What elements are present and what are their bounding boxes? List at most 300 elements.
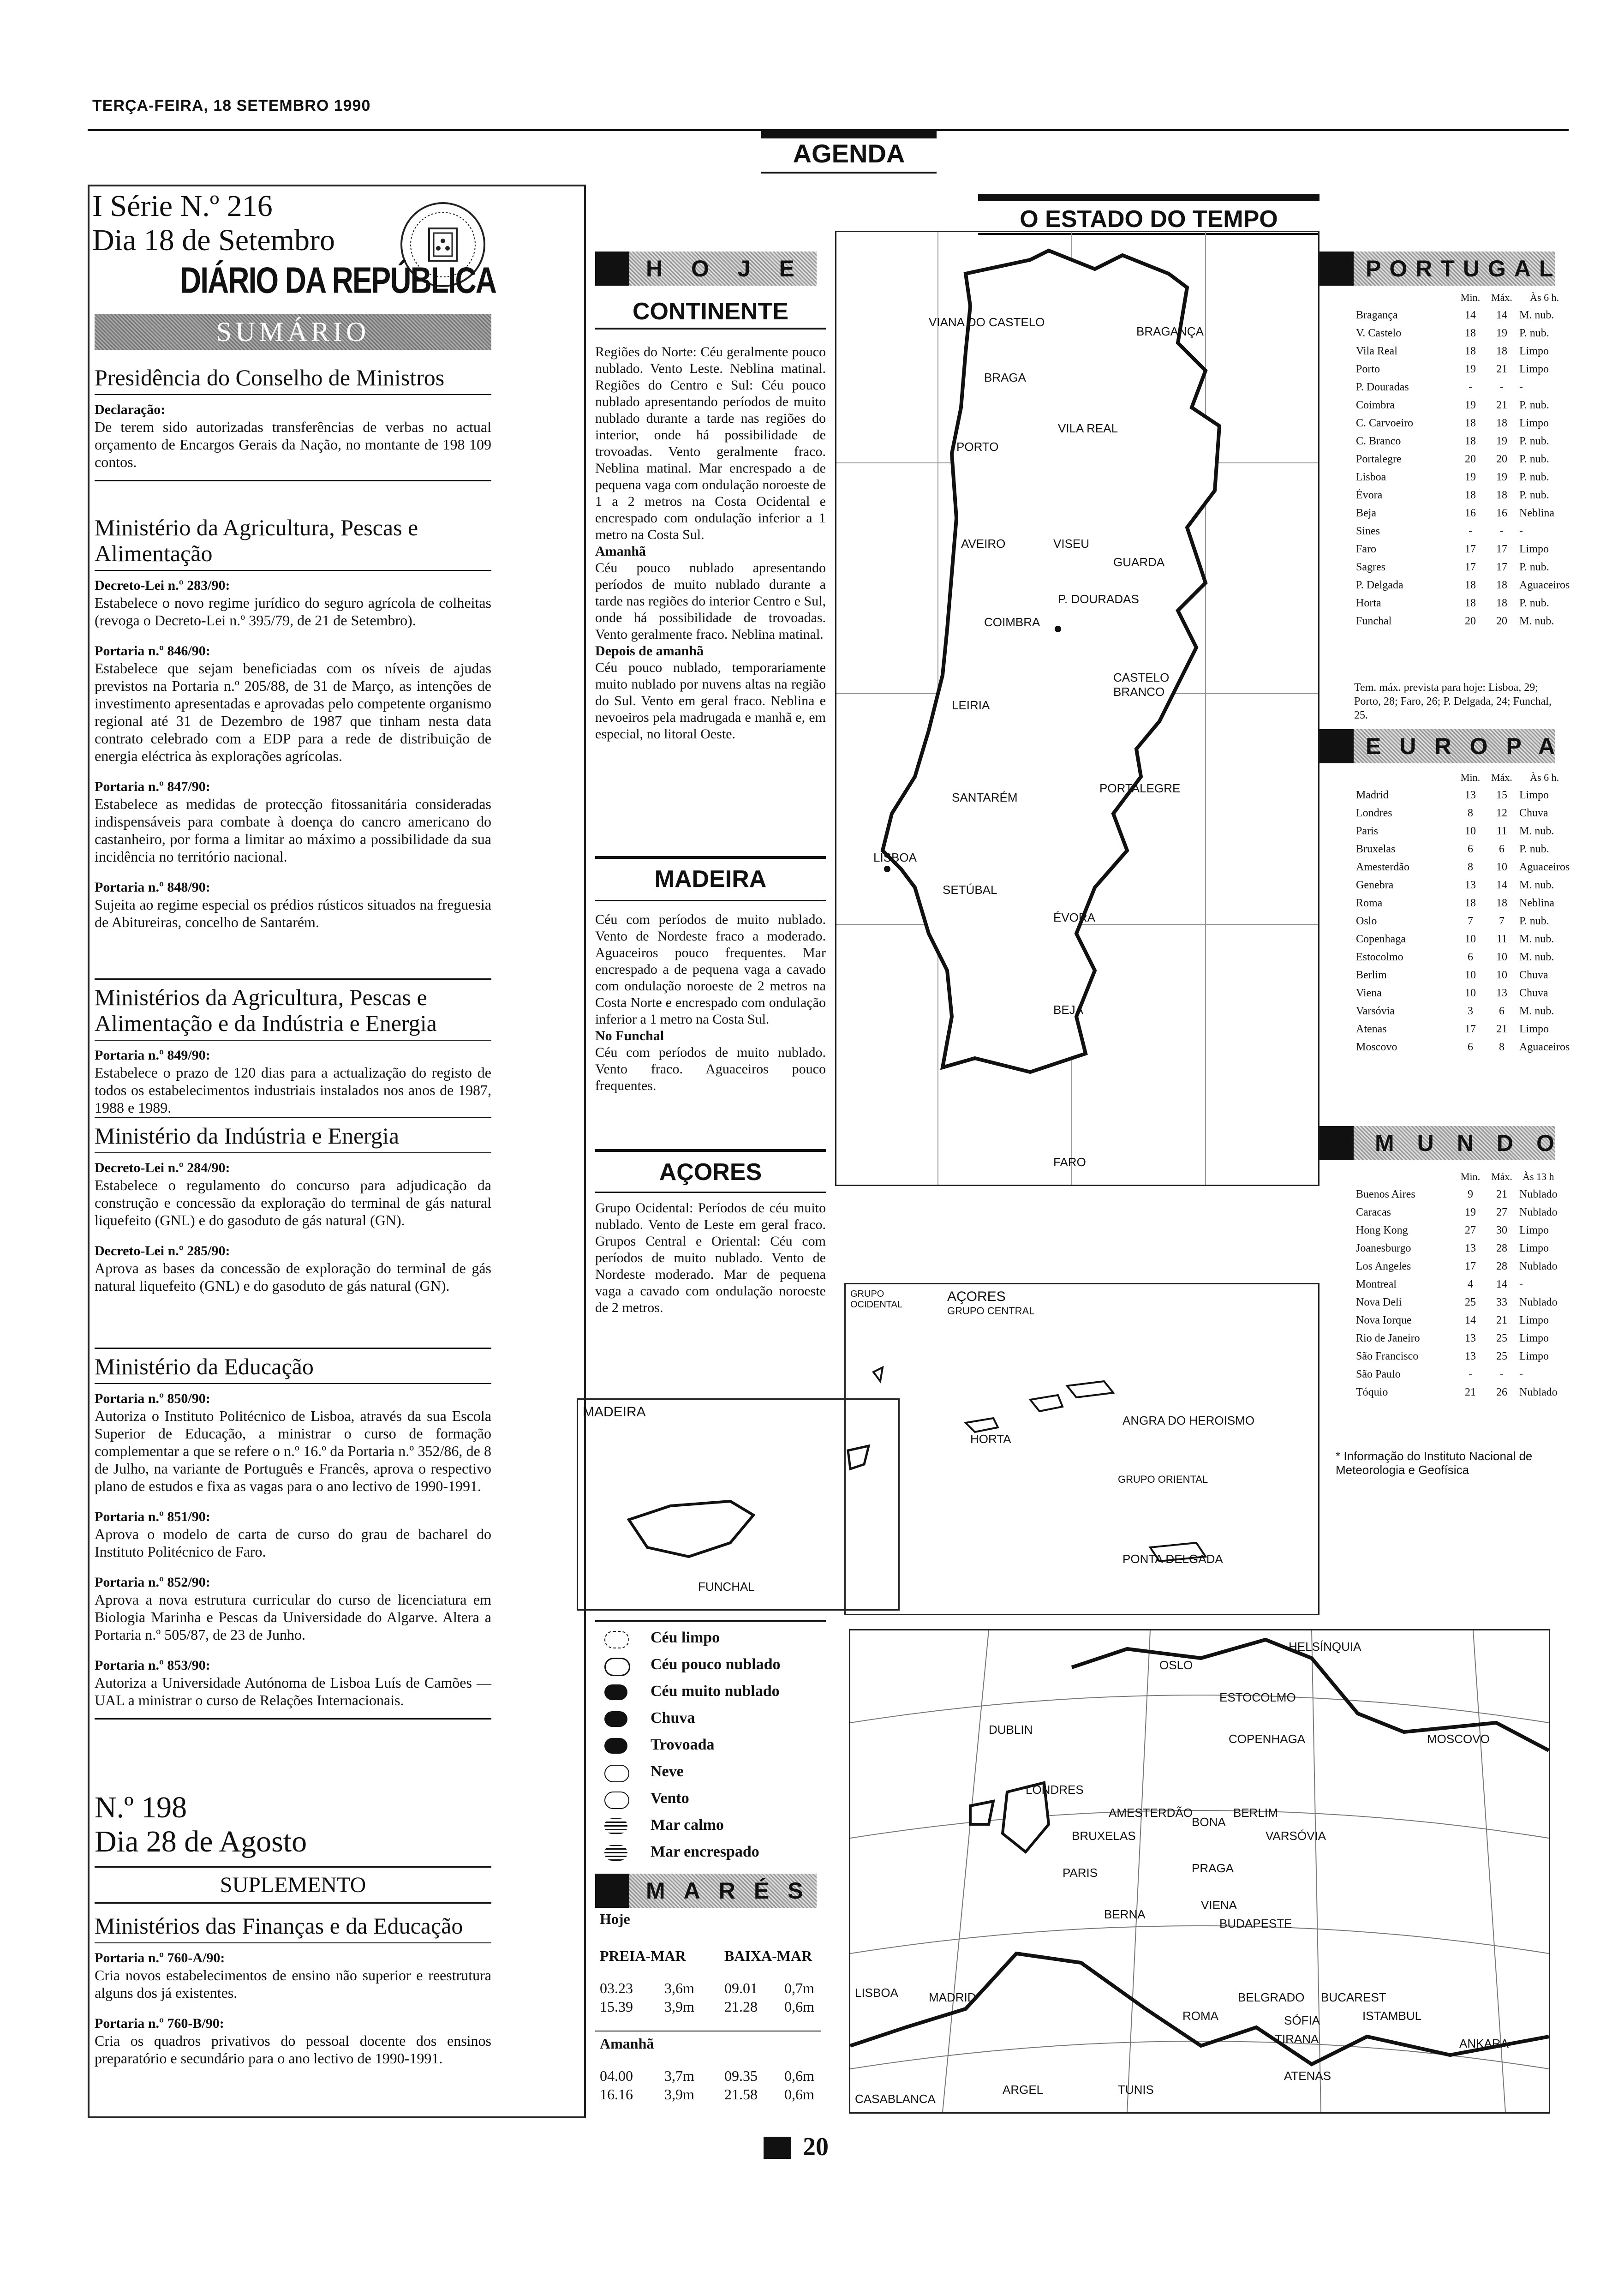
tide-value: 21.28 — [724, 1998, 758, 2015]
divider — [595, 1620, 826, 1622]
value-cell: P. nub. — [1519, 915, 1549, 927]
value-cell: 7 — [1499, 915, 1505, 927]
city-label: HELSÍNQUIA — [1289, 1640, 1361, 1654]
city-cell: Portalegre — [1356, 453, 1402, 465]
item-text: Estabelece as medidas de protecção fitossanitária consideradas indispensáveis para combate à doença do cancro americano do castanheiro, por forma a limitar ao máximo a possibilidade da sua incidência no território nacional. — [95, 796, 491, 865]
city-label: TUNIS — [1118, 2083, 1154, 2097]
value-cell: 12 — [1496, 807, 1507, 819]
value-cell: 18 — [1465, 345, 1476, 357]
value-cell: 18 — [1465, 435, 1476, 447]
divider — [95, 1117, 491, 1118]
inset-title: AÇORES — [947, 1289, 1006, 1304]
acores-shapes — [846, 1284, 1318, 1614]
ministry-block-1 — [95, 365, 491, 481]
ministry-block-4 — [95, 1117, 491, 1294]
city-cell: Rio de Janeiro — [1356, 1332, 1420, 1344]
city-label: PORTO — [956, 440, 999, 454]
value-cell: 6 — [1468, 951, 1473, 963]
item-text: Autoriza o Instituto Politécnico de Lisboa, através da sua Escola Superior de Educação, a ministrar o curso de formação complementar a que se refere o n.º 16.º da Portaria n.º 352/86, de 8 de Julho, na variante de Português e Francês, aprova o respectivo plano de estudos e fixa as vagas para o ano lectivo de 1990-1991. — [95, 1408, 491, 1494]
city-label: LONDRES — [1026, 1783, 1084, 1797]
value-cell: 19 — [1465, 363, 1476, 375]
value-cell: 18 — [1496, 417, 1507, 429]
city-label: ISTAMBUL — [1362, 2009, 1422, 2023]
value-cell: 20 — [1496, 453, 1507, 465]
city-label: MOSCOVO — [1427, 1732, 1490, 1746]
item-text: Cria novos estabelecimentos de ensino não superior e reestrutura alguns dos já existentes. — [95, 1967, 491, 2001]
city-cell: Paris — [1356, 825, 1378, 837]
value-cell: 21 — [1496, 363, 1507, 375]
city-label: OSLO — [1159, 1658, 1193, 1672]
banner-square — [1320, 729, 1354, 763]
value-cell: 27 — [1496, 1206, 1507, 1218]
city-label: COPENHAGA — [1229, 1732, 1306, 1746]
tide-value: 03.23 — [600, 1980, 633, 1996]
ministry-title: Ministérios da Agricultura, Pescas e Alimentação e da Indústria e Energia — [95, 984, 437, 1036]
value-cell: 18 — [1465, 417, 1476, 429]
value-cell: Nublado — [1519, 1386, 1558, 1398]
city-label: CASABLANCA — [855, 2092, 936, 2106]
item-title: Portaria n.º 853/90: — [95, 1658, 210, 1673]
continente-title: CONTINENTE — [633, 298, 788, 325]
item-text: Estabelece o novo regime jurídico do seguro agrícola de colheitas (revoga o Decreto-Lei n.º 395/79, de 21 de Setembro). — [95, 594, 491, 629]
mares-label: MARÉS — [646, 1878, 822, 1904]
column-header: Às 6 h. — [1530, 291, 1559, 303]
divider — [595, 900, 826, 901]
value-cell: 14 — [1496, 309, 1507, 321]
table-row — [1354, 822, 1571, 840]
value-cell: P. nub. — [1519, 597, 1549, 609]
value-cell: Limpo — [1519, 1224, 1549, 1236]
city-cell: Bragança — [1356, 309, 1398, 321]
sun-icon — [604, 1631, 629, 1648]
horta-label: HORTA — [970, 1432, 1011, 1446]
divider — [95, 394, 491, 395]
table-row — [1354, 576, 1571, 594]
calm-sea-icon — [604, 1818, 627, 1834]
table-row — [1354, 558, 1571, 576]
value-cell: 13 — [1465, 789, 1476, 801]
value-cell: 21 — [1465, 1386, 1476, 1398]
item-title: Decreto-Lei n.º 283/90: — [95, 578, 230, 593]
value-cell: 25 — [1496, 1332, 1507, 1344]
table-row — [1354, 786, 1571, 804]
city-cell: São Paulo — [1356, 1368, 1401, 1380]
city-cell: Caracas — [1356, 1206, 1391, 1218]
value-cell: 13 — [1465, 1350, 1476, 1362]
item-title: Portaria n.º 850/90: — [95, 1391, 210, 1406]
table-row — [1354, 1222, 1559, 1240]
cloudy-icon — [604, 1684, 627, 1700]
column-header: Min. — [1460, 1170, 1481, 1182]
value-cell: 30 — [1496, 1224, 1507, 1236]
city-cell: Horta — [1356, 597, 1381, 609]
city-cell: Oslo — [1356, 915, 1377, 927]
ministry-title: Ministério da Indústria e Energia — [95, 1123, 400, 1149]
table-row — [1354, 1366, 1559, 1384]
table-row — [1354, 1384, 1559, 1402]
legend-label: Céu limpo — [651, 1629, 720, 1646]
value-cell: Aguaceiros — [1519, 579, 1570, 591]
item-text: Cria os quadros privativos do pessoal docente dos ensinos preparatório e secundário para o ano lectivo de 1990-1991. — [95, 2032, 491, 2067]
city-cell: Sines — [1356, 525, 1380, 537]
table-row — [1354, 612, 1571, 630]
city-label: ÉVORA — [1053, 911, 1096, 924]
acores-title: AÇORES — [659, 1159, 762, 1186]
value-cell: 11 — [1496, 933, 1507, 945]
table-row — [1354, 804, 1571, 822]
value-cell: P. nub. — [1519, 453, 1549, 465]
mares-amanha: Amanhã — [600, 2035, 654, 2052]
value-cell: 13 — [1496, 987, 1507, 999]
value-cell: 18 — [1465, 489, 1476, 501]
divider — [95, 1040, 491, 1041]
city-label: ANKARA — [1459, 2037, 1509, 2050]
city-label: PARIS — [1063, 1866, 1098, 1880]
value-cell: 19 — [1465, 399, 1476, 411]
city-cell: Bruxelas — [1356, 843, 1396, 855]
diario-title: DIÁRIO DA REPÚBLICA — [180, 259, 496, 301]
preia-heading: PREIA-MAR — [600, 1947, 686, 1964]
table-row — [1354, 396, 1571, 414]
banner-square — [595, 252, 629, 286]
divider — [95, 1866, 491, 1868]
europa-table — [1354, 768, 1571, 1056]
tide-value: 0,6m — [784, 2086, 814, 2103]
mundo-label: MUNDO — [1375, 1130, 1577, 1156]
table-header — [1354, 288, 1571, 306]
table-row — [1354, 1276, 1559, 1294]
thunderstorm-icon — [604, 1738, 627, 1754]
value-cell: 8 — [1468, 861, 1473, 873]
table-row — [1354, 840, 1571, 858]
table-row — [1354, 930, 1571, 948]
value-cell: - — [1469, 525, 1472, 537]
value-cell: 6 — [1499, 843, 1505, 855]
value-cell: 28 — [1496, 1242, 1507, 1254]
city-label: BRAGANÇA — [1136, 324, 1204, 338]
ministry-title: Ministérios das Finanças e da Educação — [95, 1913, 463, 1939]
item-title: Portaria n.º 846/90: — [95, 643, 210, 659]
city-cell: Londres — [1356, 807, 1392, 819]
column-header: Min. — [1460, 291, 1481, 303]
value-cell: 19 — [1496, 471, 1507, 483]
item-title: Portaria n.º 760-A/90: — [95, 1950, 225, 1965]
table-row — [1354, 912, 1571, 930]
item-text: Aprova o modelo de carta de curso do grau de bacharel do Instituto Politécnico de Faro. — [95, 1526, 491, 1560]
value-cell: - — [1519, 1278, 1523, 1290]
city-label: SÓFIA — [1284, 2013, 1320, 2027]
value-cell: 27 — [1465, 1224, 1476, 1236]
table-row — [1354, 1186, 1559, 1204]
rough-sea-icon — [604, 1845, 627, 1861]
city-label: DUBLIN — [989, 1723, 1033, 1737]
funchal-label: FUNCHAL — [698, 1580, 755, 1594]
page-date: TERÇA-FEIRA, 18 SETEMBRO 1990 — [92, 97, 371, 114]
value-cell: 17 — [1465, 561, 1476, 573]
value-cell: Limpo — [1519, 345, 1549, 357]
legend-label: Céu muito nublado — [651, 1683, 780, 1700]
table-row — [1354, 594, 1571, 612]
table-row — [1354, 1348, 1559, 1366]
table-header — [1354, 768, 1571, 786]
value-cell: Limpo — [1519, 1242, 1549, 1254]
city-label: BRAGA — [984, 371, 1027, 384]
tide-value: 21.58 — [724, 2086, 758, 2103]
city-label: BONA — [1192, 1815, 1226, 1829]
table-row — [1354, 948, 1571, 966]
table-row — [1354, 1240, 1559, 1258]
continente-text: Regiões do Norte: Céu geralmente pouco nublado. Vento Leste. Neblina matinal. Regiões do Centro e Sul: Céu pouco nublado apresentando períodos de muito nublado durante a tarde nas regiões do interior, onde há possibilidade de trovoadas. Vento geralmente fraco. Neblina matinal. Mar encrespado a de pequena vaga com ondulação noroeste de 1 a 2 metros na Costa Ocidental e encrespado com ondulação inferior a 1 metro na Costa Sul. Amanhã Céu pouco nublado apresentando períodos de muito nublado durante a tarde nas regiões do interior Centro e Sul, onde há possibilidade de trovoadas. Vento geralmente fraco. Neblina matinal. Depois de amanhã Céu pouco nublado, temporariamente muito nublado por nuvens altas na região do Sul. Vento em geral fraco. Neblina e nevoeiros pela madrugada e manhã e, em especial, no litoral Oeste. — [595, 344, 826, 742]
value-cell: 15 — [1496, 789, 1507, 801]
city-label: GUARDA — [1113, 555, 1165, 569]
banner-square — [1320, 252, 1354, 286]
table-row — [1354, 324, 1571, 342]
value-cell: 28 — [1496, 1260, 1507, 1272]
value-cell: Limpo — [1519, 1023, 1549, 1035]
value-cell: 10 — [1465, 825, 1476, 837]
value-cell: 6 — [1468, 843, 1473, 855]
item-title: Portaria n.º 848/90: — [95, 880, 210, 895]
estado-title: O ESTADO DO TEMPO — [1020, 206, 1278, 233]
value-cell: 25 — [1465, 1296, 1476, 1308]
banner-square — [595, 1874, 629, 1908]
value-cell: 26 — [1496, 1386, 1507, 1398]
value-cell: 21 — [1496, 1023, 1507, 1035]
legend-label: Mar encrespado — [651, 1843, 759, 1860]
tide-value: 09.35 — [724, 2067, 758, 2084]
table-row — [1354, 894, 1571, 912]
value-cell: Aguaceiros — [1519, 1041, 1570, 1053]
value-cell: 19 — [1496, 435, 1507, 447]
value-cell: 20 — [1465, 453, 1476, 465]
ponta-label: PONTA DELGADA — [1122, 1552, 1223, 1566]
value-cell: M. nub. — [1519, 1005, 1554, 1017]
portugal-table — [1354, 288, 1571, 630]
city-cell: Genebra — [1356, 879, 1394, 891]
madeira-text: Céu com períodos de muito nublado. Vento de Nordeste fraco a moderado. Aguaceiros pouco frequentes. Mar encrespado a de pequena vaga a cavado com ondulação noroeste de 2 metros na Costa Norte e encrespado com ondulação inferior a 1 metro na Costa Sul. No Funchal Céu com períodos de muito nublado. Vento fraco. Aguaceiros pouco frequentes. — [595, 912, 826, 1093]
value-cell: 17 — [1465, 1260, 1476, 1272]
value-cell: 25 — [1496, 1350, 1507, 1362]
value-cell: - — [1469, 1368, 1472, 1380]
value-cell: 10 — [1465, 969, 1476, 981]
city-label: VARSÓVIA — [1266, 1829, 1326, 1843]
banner-square — [1320, 1126, 1354, 1160]
city-cell: V. Castelo — [1356, 327, 1402, 339]
city-label: LISBOA — [873, 851, 917, 864]
value-cell: P. nub. — [1519, 327, 1549, 339]
second-issue — [95, 1791, 491, 2067]
item-title: Portaria n.º 760-B/90: — [95, 2016, 224, 2031]
city-cell: Sagres — [1356, 561, 1385, 573]
portugal-map — [835, 231, 1320, 1186]
table-row — [1354, 432, 1571, 450]
value-cell: 13 — [1465, 1332, 1476, 1344]
agenda-underline — [761, 172, 937, 174]
value-cell: 21 — [1496, 1314, 1507, 1326]
divider — [95, 1902, 491, 1904]
value-cell: Neblina — [1519, 897, 1554, 909]
table-row — [1354, 1020, 1571, 1038]
city-label: LEIRIA — [952, 698, 990, 712]
value-cell: Nublado — [1519, 1188, 1558, 1200]
tide-value: 04.00 — [600, 2067, 633, 2084]
table-row — [1354, 504, 1571, 522]
hoje-label: H O J E — [646, 256, 806, 282]
value-cell: 19 — [1496, 327, 1507, 339]
city-label: ESTOCOLMO — [1219, 1690, 1296, 1704]
column-header: Min. — [1460, 771, 1481, 783]
city-label: BEJA — [1053, 1003, 1084, 1017]
value-cell: P. nub. — [1519, 399, 1549, 411]
city-cell: C. Carvoeiro — [1356, 417, 1413, 429]
value-cell: M. nub. — [1519, 309, 1554, 321]
tide-value: 3,9m — [664, 1998, 694, 2015]
city-label: PORTALEGRE — [1099, 781, 1181, 795]
legend-label: Vento — [651, 1790, 689, 1807]
table-row — [1354, 342, 1571, 360]
tide-value: 09.01 — [724, 1980, 758, 1996]
value-cell: 18 — [1496, 579, 1507, 591]
value-cell: 18 — [1496, 345, 1507, 357]
city-cell: Faro — [1356, 543, 1376, 555]
value-cell: M. nub. — [1519, 825, 1554, 837]
value-cell: - — [1519, 381, 1523, 393]
city-label: COIMBRA — [984, 615, 1040, 629]
value-cell: M. nub. — [1519, 951, 1554, 963]
divider — [595, 328, 826, 330]
value-cell: 17 — [1465, 543, 1476, 555]
value-cell: 14 — [1465, 309, 1476, 321]
city-cell: C. Branco — [1356, 435, 1401, 447]
city-cell: Amesterdão — [1356, 861, 1409, 873]
legend-label: Céu pouco nublado — [651, 1656, 781, 1673]
value-cell: 18 — [1496, 897, 1507, 909]
city-cell: Funchal — [1356, 615, 1392, 627]
city-cell: Moscovo — [1356, 1041, 1397, 1053]
ministry-block-5 — [95, 1348, 491, 1720]
value-cell: P. nub. — [1519, 561, 1549, 573]
item-text: Sujeita ao regime especial os prédios rústicos situados na freguesia de Abitureiras, concelho de Santarém. — [95, 896, 491, 930]
column-header: Às 6 h. — [1530, 771, 1559, 783]
value-cell: 8 — [1468, 807, 1473, 819]
acores-inset — [844, 1283, 1320, 1615]
table-row — [1354, 360, 1571, 378]
item-title: Portaria n.º 851/90: — [95, 1509, 210, 1524]
value-cell: Limpo — [1519, 543, 1549, 555]
city-cell: Hong Kong — [1356, 1224, 1408, 1236]
item-title: Decreto-Lei n.º 285/90: — [95, 1243, 230, 1258]
table-row — [1354, 522, 1571, 540]
column-header: Máx. — [1491, 771, 1512, 783]
item-text: De terem sido autorizadas transferências de verbas no actual orçamento de Encargos Gerais da Nação, no montante de 198 109 contos. — [95, 419, 491, 470]
table-row — [1354, 876, 1571, 894]
item-title: Decreto-Lei n.º 284/90: — [95, 1160, 230, 1175]
city-cell: P. Douradas — [1356, 381, 1409, 393]
city-label: ARGEL — [1003, 2083, 1044, 2097]
partly-cloudy-icon — [604, 1658, 630, 1676]
table-row — [1354, 1330, 1559, 1348]
city-cell: Lisboa — [1356, 471, 1386, 483]
mundo-banner — [1320, 1126, 1577, 1160]
value-cell: 7 — [1468, 915, 1473, 927]
value-cell: 13 — [1465, 879, 1476, 891]
value-cell: Nublado — [1519, 1206, 1558, 1218]
city-label: BELGRADO — [1238, 1990, 1305, 2004]
estado-bar — [978, 194, 1320, 201]
value-cell: - — [1500, 1368, 1504, 1380]
city-cell: Atenas — [1356, 1023, 1387, 1035]
city-cell: Beja — [1356, 507, 1376, 519]
city-label: BUCAREST — [1321, 1990, 1386, 2004]
inset-subtitle: GRUPO CENTRAL — [947, 1305, 1035, 1317]
grupo-oriental-label: GRUPO ORIENTAL — [1118, 1474, 1208, 1485]
value-cell: M. nub. — [1519, 615, 1554, 627]
value-cell: 17 — [1496, 543, 1507, 555]
city-cell: Estocolmo — [1356, 951, 1403, 963]
value-cell: - — [1500, 381, 1504, 393]
value-cell: 8 — [1499, 1041, 1505, 1053]
city-label: PRAGA — [1192, 1861, 1234, 1875]
table-row — [1354, 1294, 1559, 1312]
value-cell: 14 — [1465, 1314, 1476, 1326]
city-label: BRUXELAS — [1072, 1829, 1136, 1843]
legend-label: Trovoada — [651, 1736, 715, 1753]
inset-title: MADEIRA — [583, 1404, 646, 1420]
mares-hoje: Hoje — [600, 1911, 630, 1927]
value-cell: - — [1469, 381, 1472, 393]
baixa-heading: BAIXA-MAR — [724, 1947, 812, 1964]
divider — [95, 1942, 491, 1943]
divider — [95, 480, 491, 481]
city-label: SETÚBAL — [943, 883, 997, 897]
value-cell: 10 — [1496, 861, 1507, 873]
city-cell: Coimbra — [1356, 399, 1395, 411]
value-cell: 18 — [1465, 897, 1476, 909]
tide-value: 16.16 — [600, 2086, 633, 2103]
column-header: Às 13 h — [1522, 1170, 1554, 1182]
value-cell: 21 — [1496, 1188, 1507, 1200]
city-cell: Buenos Aires — [1356, 1188, 1415, 1200]
city-cell: Vila Real — [1356, 345, 1397, 357]
issue-date: Dia 28 de Agosto — [95, 1825, 307, 1858]
value-cell: Limpo — [1519, 363, 1549, 375]
portugal-banner — [1320, 252, 1562, 286]
grupo-ocidental-label: GRUPO OCIDENTAL — [850, 1289, 902, 1310]
table-row — [1354, 858, 1571, 876]
divider — [95, 1348, 491, 1349]
value-cell: 17 — [1496, 561, 1507, 573]
divider — [95, 978, 491, 980]
city-label: ATENAS — [1284, 2069, 1331, 2083]
value-cell: 10 — [1496, 969, 1507, 981]
value-cell: Limpo — [1519, 417, 1549, 429]
portugal-label: PORTUGAL — [1366, 256, 1562, 282]
angra-label: ANGRA DO HEROISMO — [1122, 1414, 1255, 1427]
item-text: Aprova a nova estrutura curricular do curso de licenciatura em Biologia Marinha e Pescas da Universidade do Algarve. Altera a Portaria n.º 505/87, de 23 de Junho. — [95, 1591, 491, 1643]
city-label: VIENA — [1201, 1898, 1237, 1912]
serie-number: I Série N.º 216 Dia 18 de Setembro — [92, 189, 335, 257]
page-number: 20 — [803, 2133, 829, 2161]
table-row — [1354, 378, 1571, 396]
tide-value: 0,6m — [784, 2067, 814, 2084]
value-cell: - — [1519, 525, 1523, 537]
value-cell: 14 — [1496, 879, 1507, 891]
value-cell: 16 — [1465, 507, 1476, 519]
item-text: Estabelece o prazo de 120 dias para a actualização do registo de todos os estabelecimentos industriais instalados nos anos de 1987, 1988 e 1989. — [95, 1064, 491, 1116]
mundo-note: * Informação do Instituto Nacional de Meteorologia e Geofísica — [1336, 1449, 1533, 1477]
table-row — [1354, 1204, 1559, 1222]
value-cell: 10 — [1465, 987, 1476, 999]
